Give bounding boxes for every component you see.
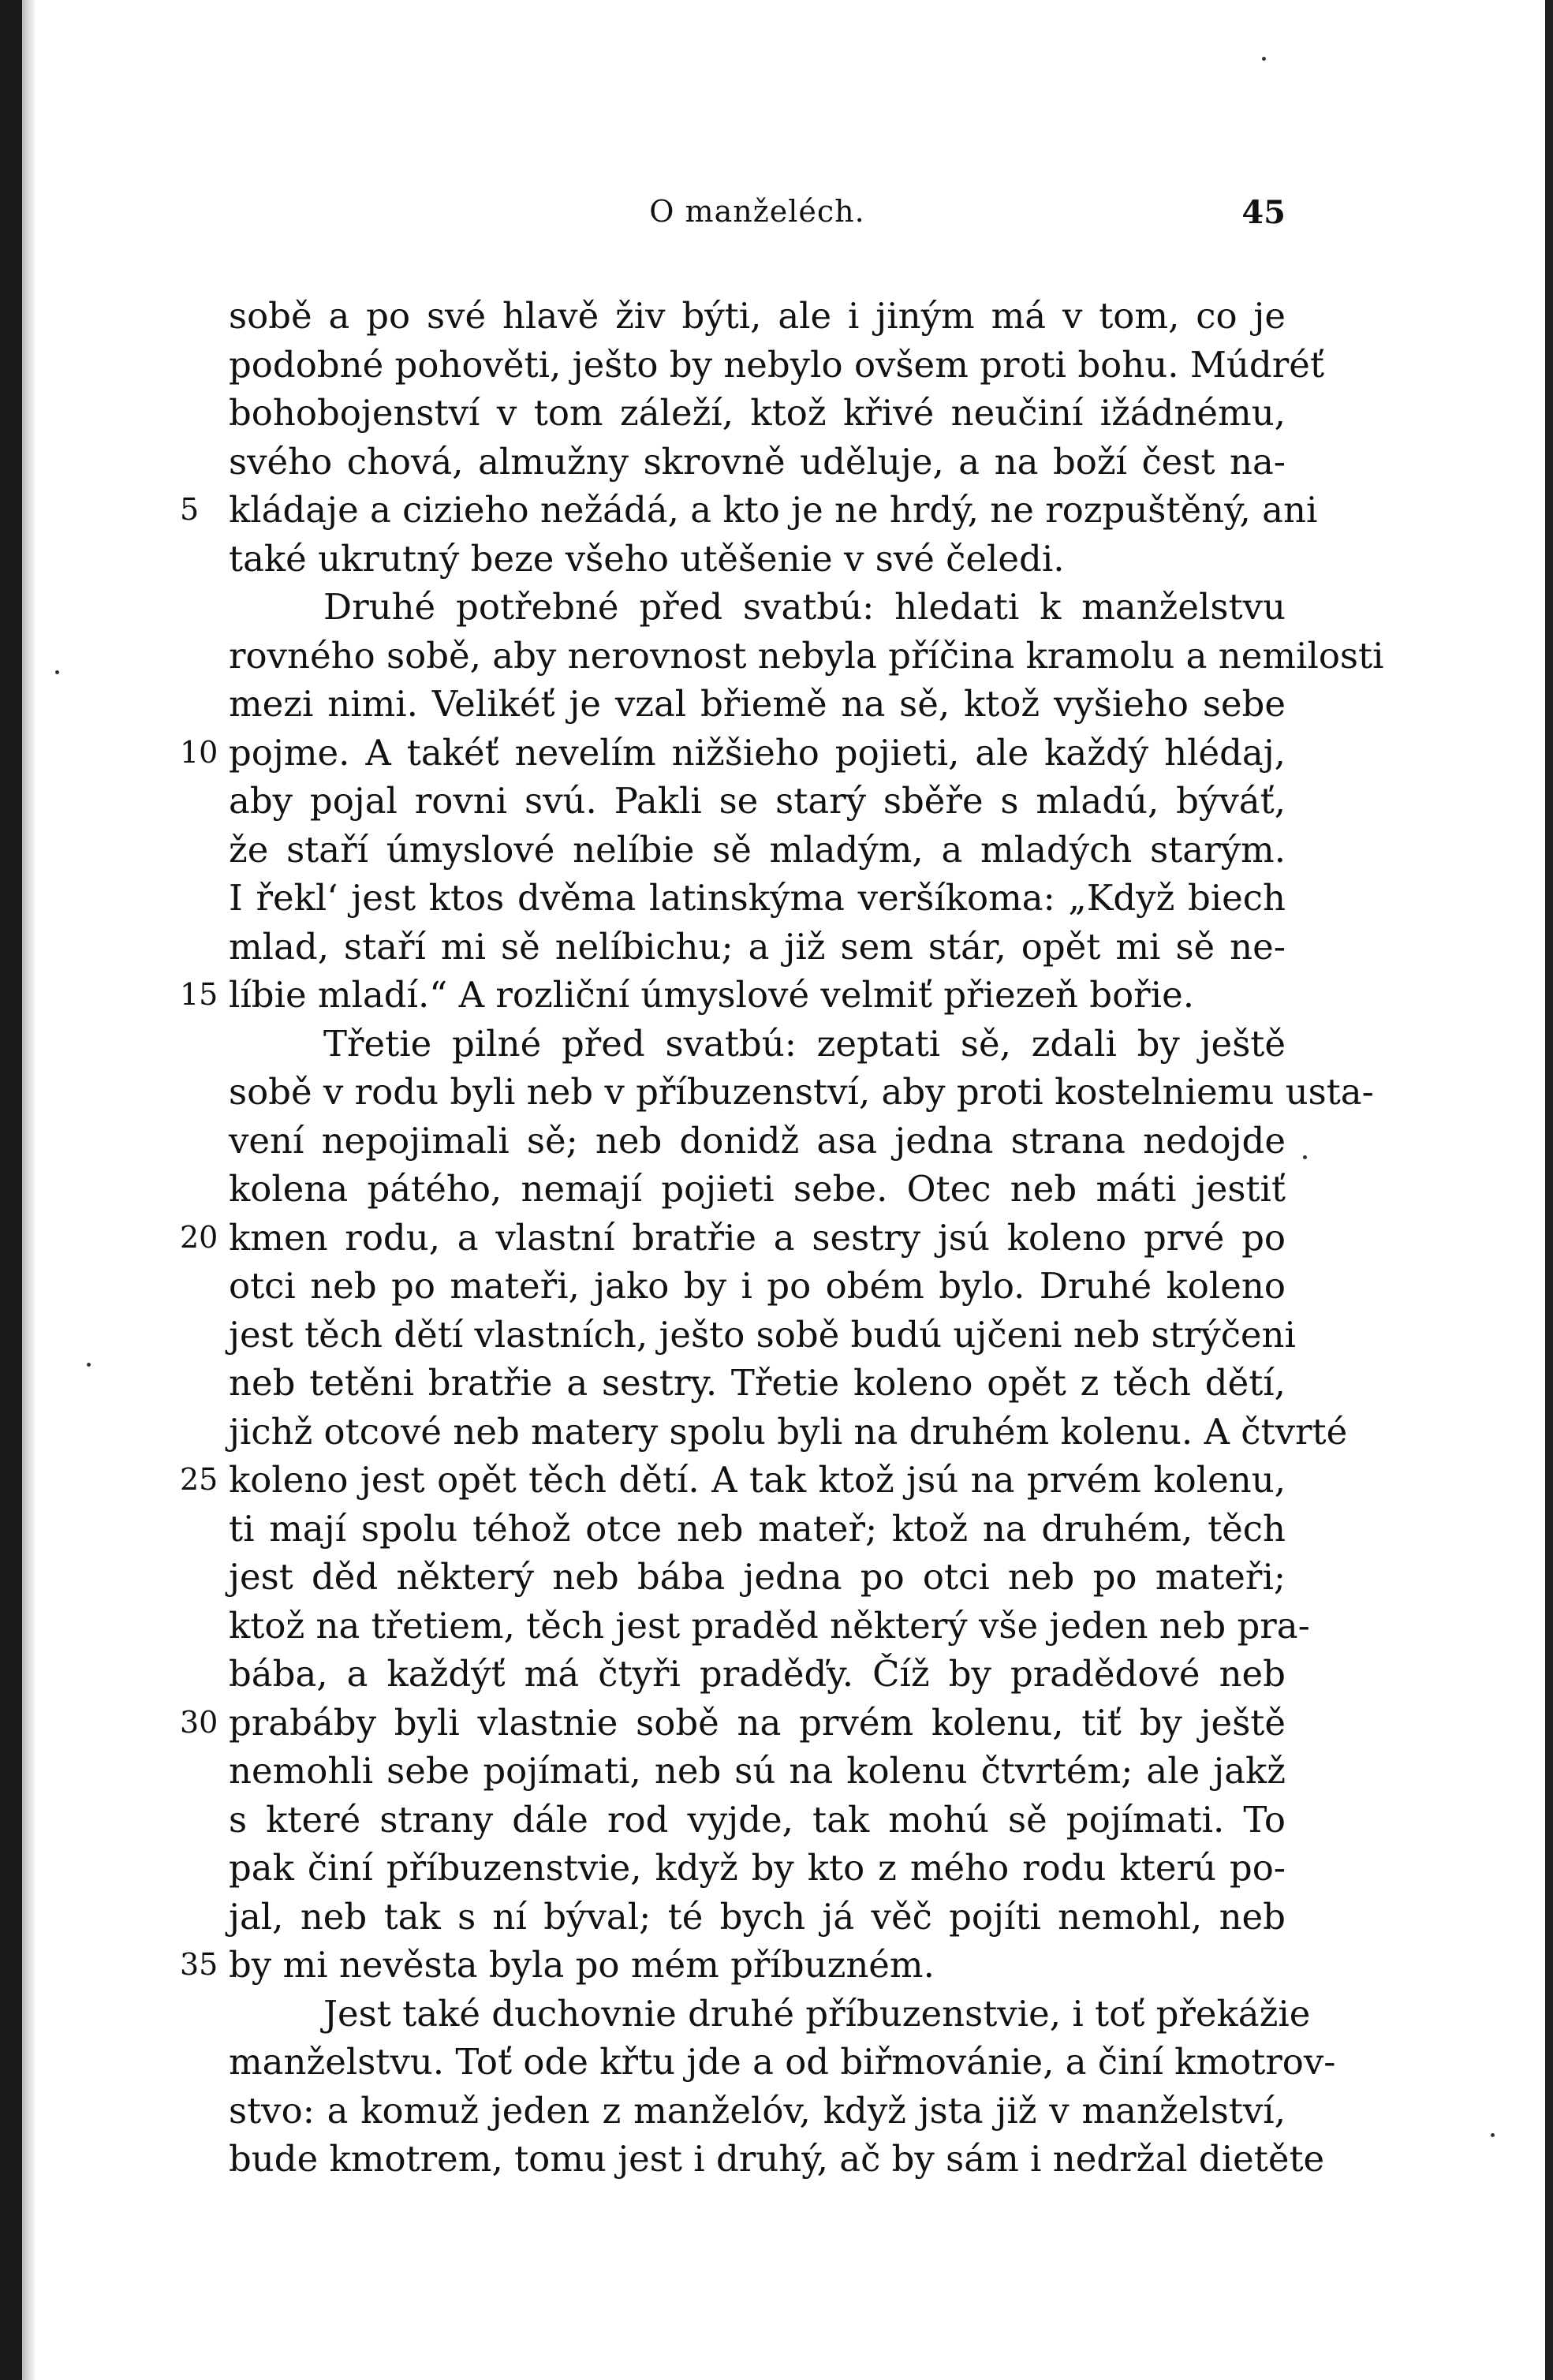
text-line [229,1990,1311,2039]
line-text: bude kmotrem, tomu jest i druhý, ač by sám i nedržal dietěte [229,2138,1325,2180]
scan-speck [55,670,59,674]
page-title: O manželéch. [649,194,865,229]
line-text: prabáby byli vlastnie sobě na prvém kolenu, tiť by ještě [229,1701,1286,1744]
text-line [229,1311,1296,1360]
line-number: 5 [180,492,200,527]
text-line [229,2135,1325,2184]
text-line [229,1117,1286,1166]
line-text: jest děd některý neb bába jedna po otci neb po mateři; [229,1556,1286,1598]
text-line [180,486,1318,535]
line-text: svého chová, almužny skrovně uděluje, a na boží čest na- [229,440,1286,483]
text-line [229,777,1286,826]
text-line [229,1893,1286,1942]
text-line [229,923,1286,972]
line-text: kládaje a cizieho nežádá, a kto je ne hrdý, ne rozpuštěný, ani [229,489,1318,531]
line-number: 30 [180,1704,218,1740]
line-text: Jest také duchovnie druhé příbuzenstvie, i toť překážie [323,1992,1311,2035]
line-text: kmen rodu, a vlastní bratřie a sestry jsú koleno prvé po [229,1216,1286,1259]
scan-speck [87,1363,91,1367]
line-text: bohobojenství v tom záleží, ktož křivé neučiní ižádnému, [229,392,1286,434]
text-line [229,826,1286,875]
text-line [229,1796,1286,1845]
line-text: kolena pátého, nemají pojieti sebe. Otec neb máti jestiť [229,1168,1286,1210]
page-number: 45 [1241,194,1286,231]
line-text: by mi nevěsta byla po mém příbuzném. [229,1944,935,1986]
line-text: aby pojal rovni svú. Pakli se starý sběře s mladú, býváť, [229,780,1286,822]
text-line [229,1165,1286,1214]
line-text: koleno jest opět těch dětí. A tak ktož jsú na prvém kolenu, [229,1459,1286,1501]
text-line [180,1941,1286,1990]
line-text: pojme. A takéť nevelím nižšieho pojieti, ale každý hlédaj, [229,731,1286,774]
line-number: 35 [180,1947,218,1982]
text-line [229,874,1286,923]
text-line [229,292,1286,341]
line-text: že staří úmyslové nelíbie sě mladým, a mladých starým. [229,828,1286,871]
scan-edge-right [1545,0,1553,2380]
line-text: neb tetěni bratřie a sestry. Třetie koleno opět z těch dětí, [229,1362,1286,1404]
line-text: jest těch dětí vlastních, ješto sobě budú ujčeni neb strýčeni [229,1313,1296,1356]
text-line [229,1408,1348,1457]
line-text: s které strany dále rod vyjde, tak mohú sě pojímati. To [229,1798,1286,1841]
text-line [229,389,1286,438]
text-line [229,1650,1286,1699]
line-text: ti mají spolu téhož otce neb mateř; ktož na druhém, těch [229,1507,1286,1550]
text-line [229,1068,1374,1117]
text-line [229,1844,1286,1893]
text-line [229,2087,1286,2136]
text-line [229,1262,1286,1311]
text-line [229,1020,1286,1069]
line-text: Třetie pilné před svatbú: zeptati sě, zdali by ještě [323,1022,1286,1065]
line-text: mezi nimi. Velikéť je vzal břiemě na sě, ktož vyšieho sebe [229,683,1286,725]
scan-speck [1491,2133,1495,2137]
text-line [229,680,1286,729]
line-text: otci neb po mateři, jako by i po obém bylo. Druhé koleno [229,1265,1286,1307]
line-text: nemohli sebe pojímati, neb sú na kolenu čtvrtém; ale jakž [229,1750,1286,1792]
text-line [229,1747,1286,1796]
text-line [229,632,1384,681]
line-text: stvo: a komuž jeden z manželóv, když jsta již v manželství, [229,2089,1286,2132]
line-text: manželstvu. Toť ode křtu jde a od biřmovánie, a činí kmotrov- [229,2041,1336,2083]
line-text: Druhé potřebné před svatbú: hledati k manželstvu [323,586,1286,628]
line-text: sobě a po své hlavě živ býti, ale i jiným má v tom, co je [229,295,1286,337]
body-text [180,292,1384,2184]
text-line [180,729,1286,778]
line-number: 15 [180,977,218,1012]
line-text: podobné pohověti, ješto by nebylo ovšem proti bohu. Múdréť [229,343,1324,386]
text-line [229,1505,1286,1554]
line-text: také ukrutný beze všeho utěšenie v své čeledi. [229,537,1065,580]
line-text: pak činí příbuzenstvie, když by kto z mého rodu kterú po- [229,1847,1286,1889]
text-line [180,971,1286,1020]
running-head [229,194,1286,241]
text-line [229,1602,1310,1651]
text-line [229,583,1286,632]
scan-shadow-left [22,0,36,2380]
text-line [180,1699,1286,1748]
text-line [229,1553,1286,1602]
text-line [229,535,1286,584]
text-line [229,1359,1286,1408]
line-text: líbie mladí.“ A rozliční úmyslové velmiť přiezeň bořie. [229,974,1195,1016]
line-number: 25 [180,1462,218,1497]
text-line [229,438,1286,487]
line-text: mlad, staří mi sě nelíbichu; a již sem stár, opět mi sě ne- [229,925,1286,968]
line-number: 10 [180,734,218,770]
line-text: rovného sobě, aby nerovnost nebyla příčina kramolu a nemilosti [229,634,1384,677]
line-text: bába, a každýť má čtyři praděďy. Číž by pradědové neb [229,1653,1286,1695]
line-text: sobě v rodu byli neb v příbuzenství, aby proti kostelniemu usta- [229,1071,1374,1113]
scan-edge-left [0,0,22,2380]
line-text: I řekl‘ jest ktos dvěma latinskýma veršíkoma: „Když biech [229,877,1286,919]
text-line [180,1214,1286,1263]
line-text: vení nepojimali sě; neb donidž asa jedna strana nedojde [229,1119,1286,1162]
text-line [229,341,1324,390]
line-text: jal, neb tak s ní býval; té bych já věč pojíti nemohl, neb [229,1895,1286,1938]
text-line [229,2038,1336,2087]
line-number: 20 [180,1219,218,1255]
scan-speck [1303,1155,1307,1159]
scan-speck [1262,57,1266,61]
line-text: jichž otcové neb matery spolu byli na druhém kolenu. A čtvrté [229,1410,1348,1453]
line-text: ktož na třetiem, těch jest praděd některý vše jeden neb pra- [229,1604,1310,1647]
text-line [180,1456,1286,1505]
